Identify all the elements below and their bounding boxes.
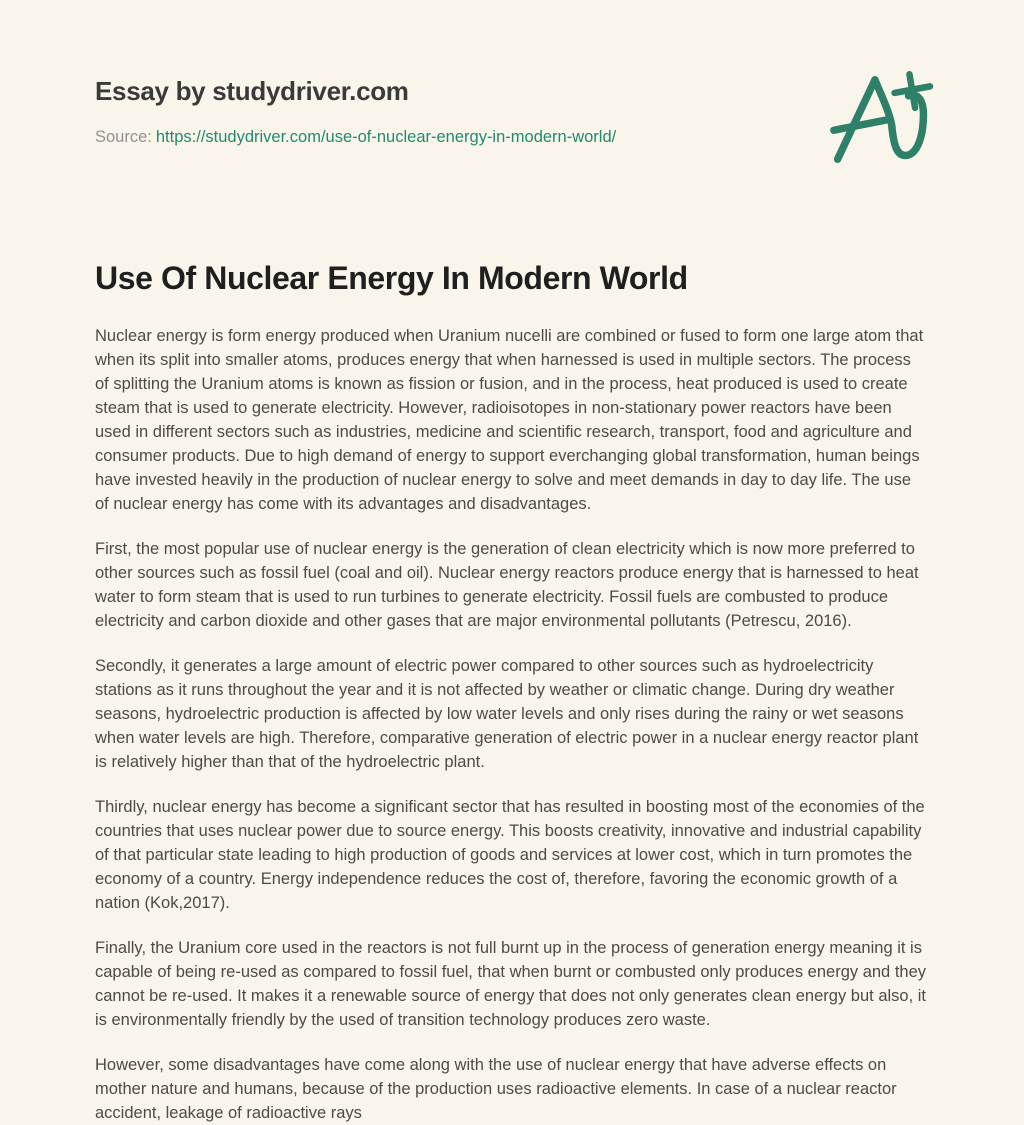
article-paragraph: However, some disadvantages have come along with the use of nuclear energy that have adverse effects on mother nature and humans, because of the production uses radioactive elements. In case of a nuclear reactor accident, leakage of radioactive rays <box>95 1056 897 1122</box>
article-paragraph: Thirdly, nuclear energy has become a significant sector that has resulted in boosting most of the economies of the countries that uses nuclear power due to source energy. This boosts creativity, innovative and industrial capability of that particular state leading to high production of goods and services at lower cost, which in turn promotes the economy of a country. Energy independence reduces the cost of, therefore, favoring the economic growth of a nation (Kok,2017). <box>95 798 925 912</box>
a-plus-logo-icon <box>825 64 951 176</box>
source-label: Source: <box>95 128 152 146</box>
source-line <box>95 128 929 147</box>
article-body <box>95 324 929 1125</box>
article-paragraph: Secondly, it generates a large amount of electric power compared to other sources such as hydroelectricity stations as it runs throughout the year and it is not affected by weather or climatic change. During dry weather seasons, hydroelectric production is affected by low water levels and only rises during the rainy or wet seasons when water levels are high. Therefore, comparative generation of electric power in a nuclear energy reactor plant is relatively higher than that of the hydroelectric plant. <box>95 657 919 771</box>
article-paragraph: Nuclear energy is form energy produced when Uranium nucelli are combined or fused to form one large atom that when its split into smaller atoms, produces energy that when harnessed is used in multiple sectors. The process of splitting the Uranium atoms is known as fission or fusion, and in the process, heat produced is used to create steam that is used to generate electricity. However, radioisotopes in non-stationary power reactors have been used in different sectors such as industries, medicine and scientific research, transport, food and agriculture and consumer products. Due to high demand of energy to support everchanging global transformation, human beings have invested heavily in the production of nuclear energy to solve and meet demands in day to day life. The use of nuclear energy has come with its advantages and disadvantages. <box>95 327 924 513</box>
source-url-link[interactable]: https://studydriver.com/use-of-nuclear-energy-in-modern-world/ <box>155 128 617 146</box>
article-paragraph: Finally, the Uranium core used in the reactors is not full burnt up in the process of generation energy meaning it is capable of being re-used as compared to fossil fuel, that when burnt or combusted only produces energy and they cannot be re-used. It makes it a renewable source of energy that does not only generates clean energy but also, it is environmentally friendly by the used of transition technology produces zero waste. <box>95 939 927 1029</box>
article-paragraph: First, the most popular use of nuclear energy is the generation of clean electricity which is now more preferred to other sources such as fossil fuel (coal and oil). Nuclear energy reactors produce energy that is harnessed to heat water to form steam that is used to run turbines to generate electricity. Fossil fuels are combusted to produce electricity and carbon dioxide and other gases that are major environmental pollutants (Petrescu, 2016). <box>95 540 919 630</box>
brand-title: Essay by studydriver.com <box>95 76 409 106</box>
article-title: Use Of Nuclear Energy In Modern World <box>95 260 688 296</box>
